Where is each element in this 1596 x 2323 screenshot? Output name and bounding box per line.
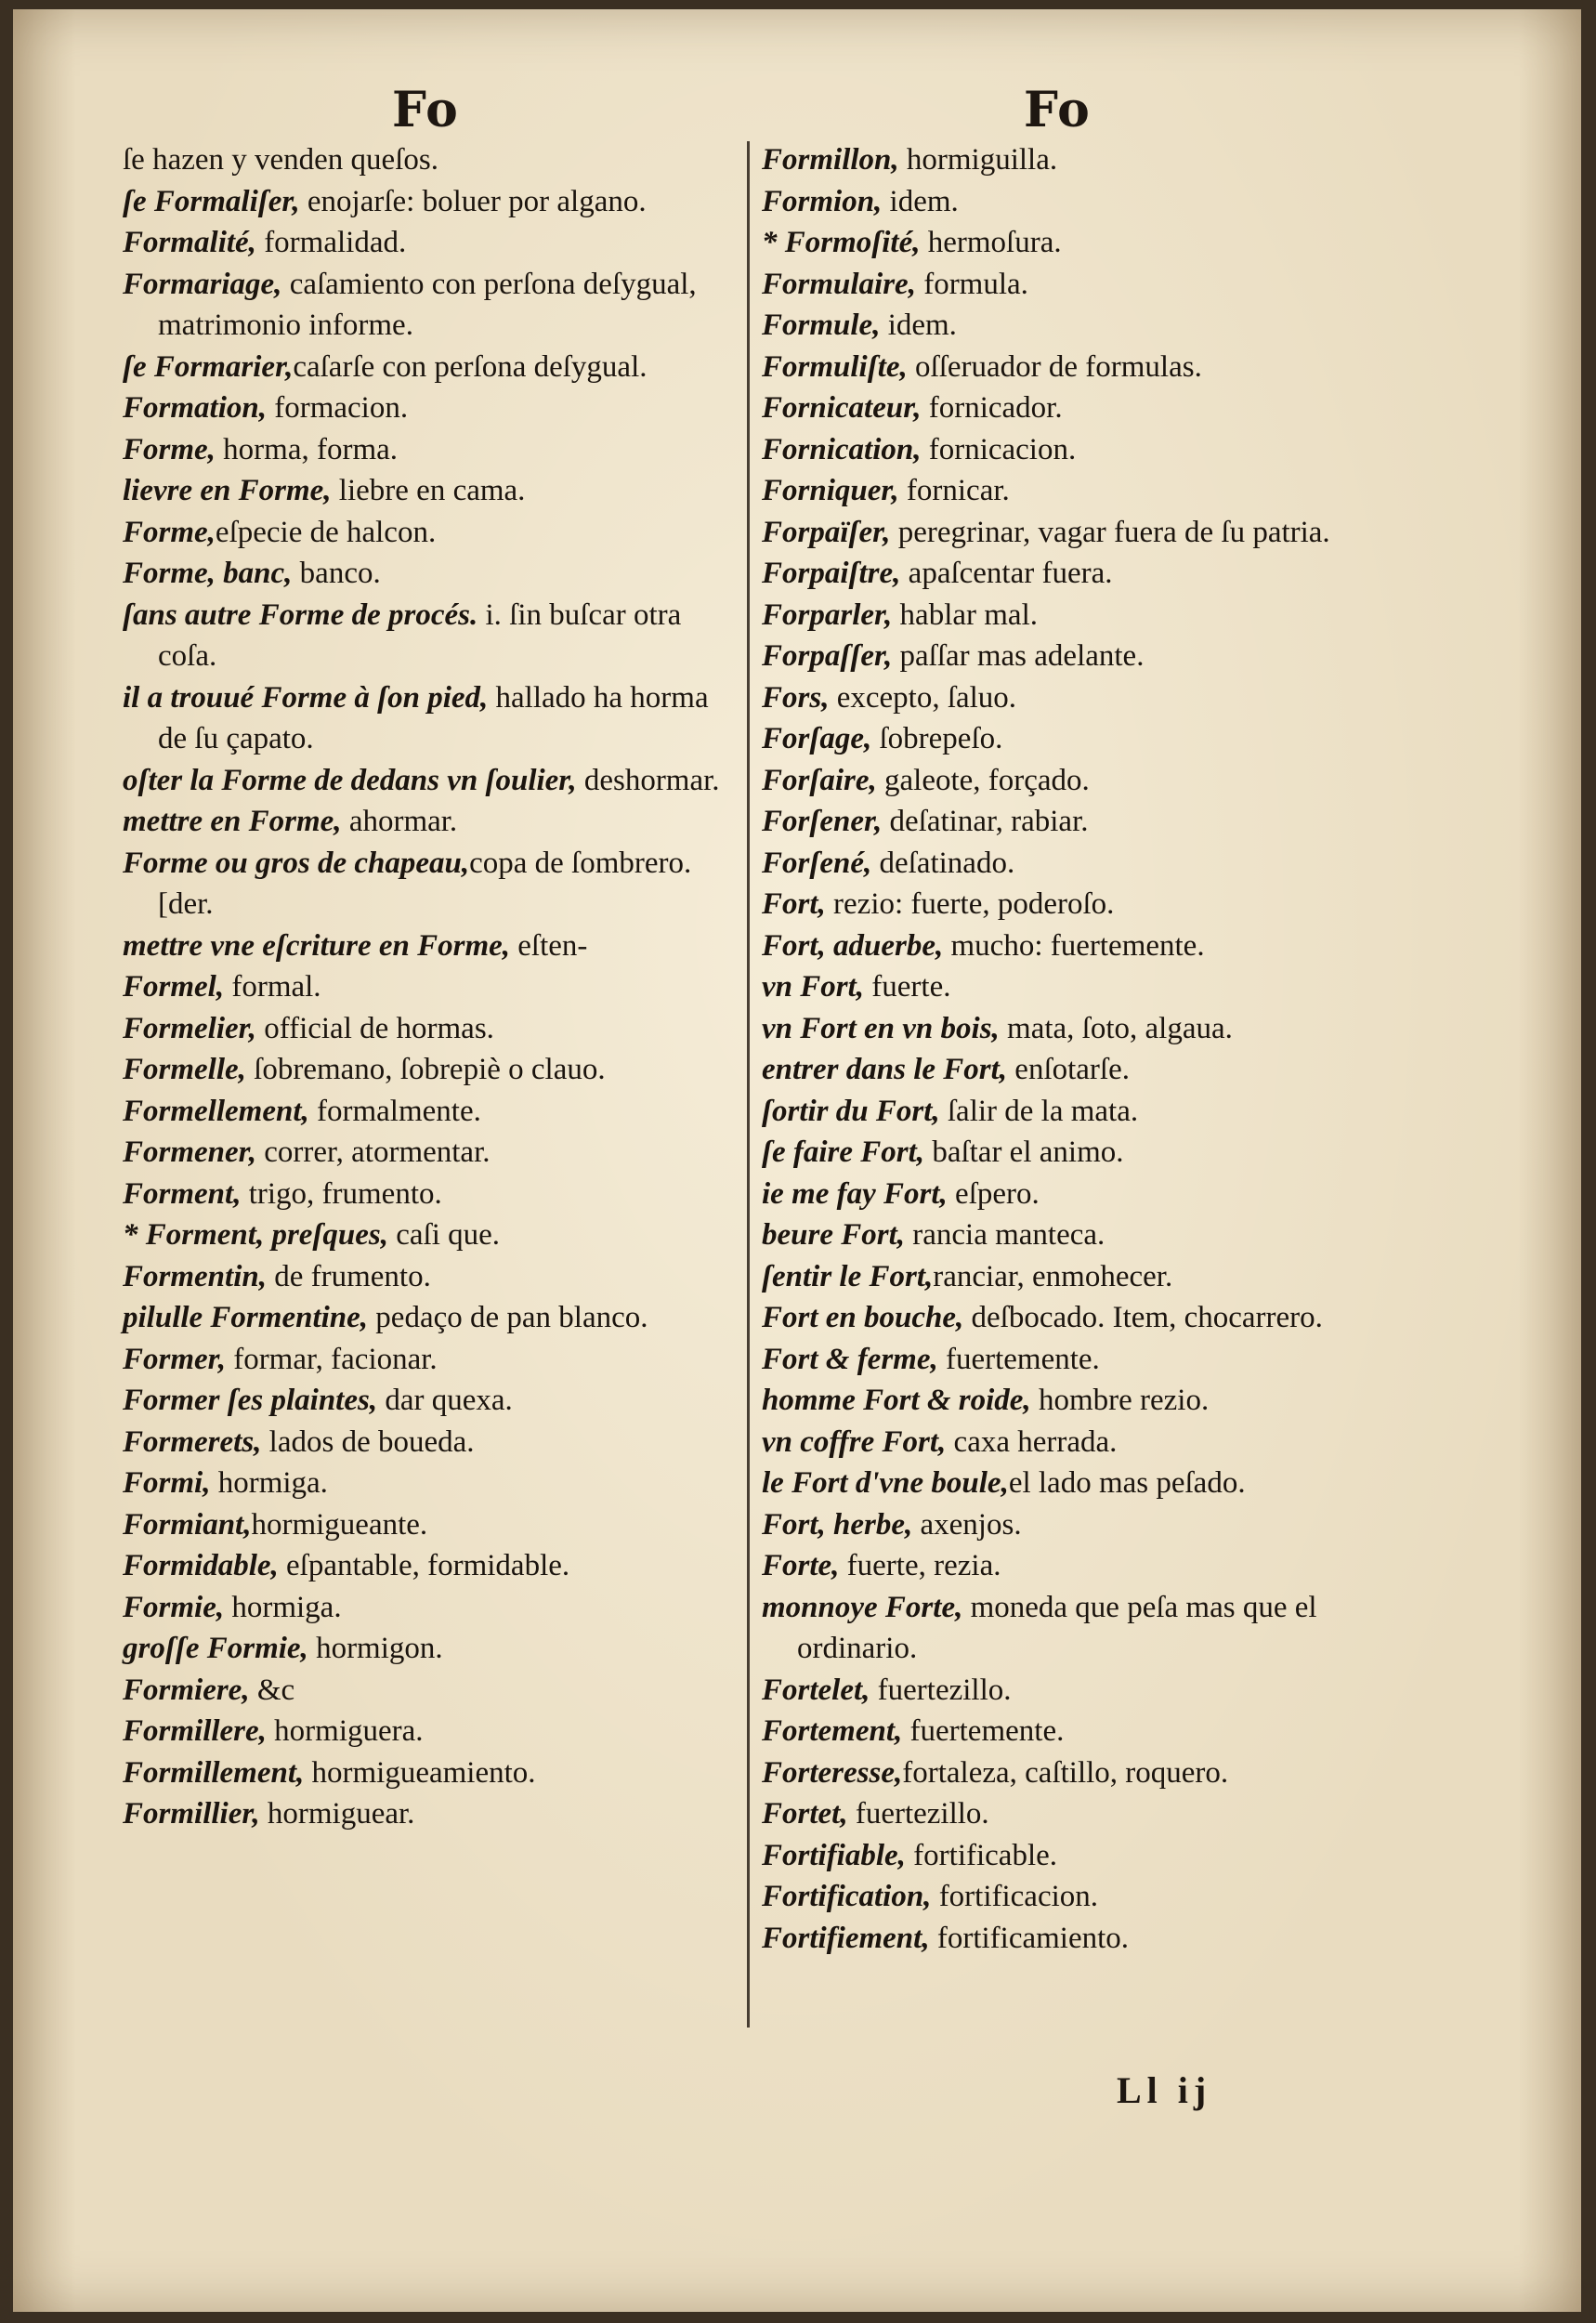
dictionary-entry (123, 181, 726, 223)
entry-definition: oſſeruador de formulas. (907, 349, 1202, 384)
dictionary-entry (762, 553, 1366, 595)
dictionary-entry (762, 1545, 1366, 1587)
dictionary-entry (123, 553, 726, 595)
entry-definition: moneda que peſa mas que el ordinario. (797, 1590, 1317, 1665)
entry-definition: hombre rezio. (1030, 1384, 1210, 1417)
dictionary-entry (762, 264, 1366, 306)
entry-definition: fortaleza, caſtillo, roquero. (902, 1755, 1229, 1790)
dictionary-entry (762, 1670, 1366, 1712)
dictionary-entry (762, 1380, 1366, 1422)
entry-headword: Forſené, (762, 846, 872, 880)
entry-headword: Fornication, (762, 432, 922, 466)
dictionary-entry (123, 1174, 726, 1215)
entry-headword: * Forment, preſques, (123, 1218, 389, 1252)
entry-headword: ſe Formarier, (123, 349, 294, 384)
entry-headword: Fort, herbe, (762, 1507, 913, 1542)
dictionary-entry (762, 1297, 1366, 1339)
entry-headword: Formie, (123, 1590, 225, 1624)
entry-definition: pedaço de pan blanco. (368, 1301, 648, 1334)
entry-headword: Forteresse, (762, 1755, 903, 1790)
entry-headword: ie me fay Fort, (762, 1176, 948, 1211)
entry-headword: ſe faire Fort, (762, 1135, 925, 1169)
entry-definition: fuerte, rezia. (839, 1549, 1001, 1582)
dictionary-entry (123, 925, 726, 967)
entry-definition: hormiguear. (259, 1797, 415, 1831)
entry-definition: hormiguera. (266, 1714, 424, 1748)
entry-definition: fortificable. (905, 1838, 1058, 1872)
entry-headword: Fortet, (762, 1797, 848, 1831)
entry-definition: idem. (882, 184, 959, 218)
entry-headword: mettre vne eſcriture en Forme, (123, 928, 511, 963)
dictionary-entry (762, 1008, 1366, 1050)
column-divider (747, 141, 750, 2028)
entry-definition: lados de boueda. (261, 1424, 475, 1459)
entry-headword: Forment, (123, 1176, 242, 1211)
entry-definition: fuerte. (864, 970, 951, 1004)
dictionary-entry (762, 1711, 1366, 1752)
entry-definition: rezio: fuerte, poderoſo. (825, 887, 1115, 921)
entry-headword: ſe Formaliſer, (123, 184, 300, 218)
entry-headword: Fort & ferme, (762, 1342, 938, 1376)
dictionary-entry (762, 512, 1366, 554)
dictionary-entry (762, 1256, 1366, 1298)
left-column (123, 139, 726, 1835)
book-page (13, 9, 1581, 2312)
dictionary-entry (762, 595, 1366, 637)
entry-definition: formar, facionar. (225, 1342, 438, 1376)
entry-headword: Fort en bouche, (762, 1301, 964, 1334)
entry-headword: Former ſes plaintes, (123, 1384, 378, 1417)
entry-headword: Formalité, (123, 226, 256, 259)
entry-definition: ahormar. (341, 805, 458, 838)
entry-definition: hormiga. (210, 1466, 328, 1500)
entry-headword: Fort, (762, 887, 826, 921)
dictionary-entry (762, 801, 1366, 843)
entry-definition: fuertezillo. (870, 1673, 1012, 1707)
dictionary-entry (123, 387, 726, 429)
entry-definition: copa de ſombrero. [der. (158, 846, 692, 921)
entry-definition: hormiguilla. (898, 143, 1058, 177)
entry-definition: ranciar, enmohecer. (933, 1259, 1173, 1293)
entry-definition: eſpantable, formidable. (278, 1549, 570, 1582)
entry-definition: banco. (292, 557, 381, 590)
entry-headword: il a trouué Forme à ſon pied, (123, 680, 489, 715)
entry-headword: Fors, (762, 680, 830, 715)
entry-definition: eſten- (510, 928, 588, 963)
entry-definition: caſamiento con perſona deſygual, matrimonio informe. (158, 267, 697, 342)
dictionary-entry (762, 1132, 1366, 1174)
entry-headword: Forme, (123, 432, 216, 466)
dictionary-entry (123, 1711, 726, 1752)
entry-headword: Forme ou gros de chapeau, (123, 846, 470, 880)
entry-headword: mettre en Forme, (123, 805, 342, 838)
dictionary-entry (762, 1049, 1366, 1091)
dictionary-entry (762, 1422, 1366, 1463)
dictionary-entry (762, 636, 1366, 677)
entry-headword: Fort, aduerbe, (762, 928, 944, 963)
entry-definition: caſarſe con perſona deſygual. (293, 349, 648, 384)
dictionary-entry (762, 677, 1366, 719)
entry-definition: formacion. (266, 391, 409, 425)
dictionary-entry (762, 470, 1366, 512)
dictionary-entry (123, 1793, 726, 1835)
entry-definition: horma, forma. (215, 432, 399, 466)
entry-definition: baſtar el animo. (924, 1135, 1124, 1169)
entry-definition: ſobremano, ſobrepiè o clauo. (245, 1053, 606, 1086)
dictionary-entry (762, 139, 1366, 181)
entry-headword: Formariage, (123, 267, 282, 301)
dictionary-entry (762, 305, 1366, 347)
entry-definition: apaſcentar fuera. (900, 557, 1113, 590)
dictionary-entry (762, 347, 1366, 388)
entry-headword: pilulle Formentine, (123, 1301, 369, 1334)
dictionary-entry (762, 1214, 1366, 1256)
entry-headword: ſortir du Fort, (762, 1094, 940, 1128)
entry-definition: fortificacion. (931, 1880, 1099, 1913)
entry-headword: Forparler, (762, 597, 893, 632)
entry-headword: Formerets, (123, 1424, 262, 1459)
running-head-right: Fo (1024, 82, 1092, 138)
entry-headword: monnoye Forte, (762, 1590, 963, 1624)
entry-headword: le Fort d'vne boule, (762, 1466, 1009, 1500)
entry-headword: Formelle, (123, 1053, 246, 1086)
entry-definition: fuertemente. (902, 1714, 1065, 1748)
dictionary-entry (762, 181, 1366, 223)
entry-definition: ſalir de la mata. (939, 1094, 1139, 1128)
entry-definition: mata, ſoto, algaua. (999, 1011, 1233, 1045)
entry-headword: ſentir le Fort, (762, 1259, 934, 1293)
entry-definition: hormigueamiento. (304, 1755, 536, 1790)
dictionary-entry (123, 1752, 726, 1794)
entry-headword: Forme, (123, 515, 216, 549)
dictionary-entry (123, 139, 726, 181)
entry-headword: groſſe Formie, (123, 1632, 308, 1665)
entry-headword: Formillier, (123, 1797, 260, 1831)
entry-headword: Formentin, (123, 1259, 267, 1293)
entry-headword: Formuliſte, (762, 349, 908, 384)
entry-headword: Forpaiſtre, (762, 557, 901, 590)
entry-definition: hablar mal. (892, 597, 1038, 632)
entry-headword: Formule, (762, 308, 881, 342)
dictionary-entry (762, 1752, 1366, 1794)
entry-headword: Fortement, (762, 1714, 903, 1748)
dictionary-entry (123, 1545, 726, 1587)
dictionary-entry (123, 470, 726, 512)
dictionary-entry (762, 1339, 1366, 1381)
entry-definition: caſi que. (388, 1218, 501, 1252)
entry-definition: hormigon. (307, 1632, 443, 1665)
entry-headword: Fornicateur, (762, 391, 922, 425)
dictionary-entry (123, 1463, 726, 1504)
entry-definition: dar quexa. (377, 1384, 513, 1417)
entry-headword: Forſaire, (762, 763, 877, 797)
entry-definition: fuertezillo. (847, 1797, 989, 1831)
entry-headword: Formillere, (123, 1714, 267, 1748)
dictionary-entry (762, 1918, 1366, 1960)
entry-definition: eſpero. (947, 1176, 1040, 1211)
dictionary-entry (123, 1587, 726, 1629)
dictionary-entry (762, 1174, 1366, 1215)
dictionary-entry (762, 925, 1366, 967)
entry-headword: vn Fort en vn bois, (762, 1011, 1000, 1045)
entry-definition: caxa herrada. (946, 1424, 1118, 1459)
entry-headword: homme Fort & roide, (762, 1384, 1031, 1417)
entry-headword: Formiere, (123, 1673, 250, 1707)
entry-definition: formal. (224, 970, 321, 1004)
dictionary-entry (762, 1587, 1366, 1670)
dictionary-entry (762, 222, 1366, 264)
entry-headword: Fortifiement, (762, 1921, 930, 1955)
entry-headword: Forte, (762, 1549, 840, 1582)
dictionary-entry (762, 843, 1366, 885)
dictionary-entry (762, 966, 1366, 1008)
entry-headword: Fortification, (762, 1880, 932, 1913)
entry-headword: Forſage, (762, 722, 872, 755)
dictionary-entry (762, 1835, 1366, 1877)
entry-headword: Formel, (123, 970, 225, 1004)
entry-definition: i. ſin buſcar otra coſa. (158, 597, 682, 673)
dictionary-entry (123, 1132, 726, 1174)
entry-definition: enojarſe: boluer por algano. (299, 184, 647, 218)
entry-definition: axenjos. (912, 1507, 1022, 1542)
entry-definition: liebre en cama. (331, 474, 526, 507)
dictionary-entry (762, 1876, 1366, 1918)
entry-headword: Forpaïſer, (762, 515, 891, 549)
entry-definition: hormigueante. (251, 1507, 428, 1542)
entry-headword: Formillon, (762, 143, 899, 177)
dictionary-entry (123, 1008, 726, 1050)
dictionary-entry (123, 1504, 726, 1546)
entry-definition: fornicar. (898, 474, 1010, 507)
entry-definition: galeote, forçado. (876, 763, 1090, 797)
dictionary-entry (123, 512, 726, 554)
entry-headword: Fortelet, (762, 1673, 870, 1707)
entry-headword: Formellement, (123, 1094, 309, 1128)
dictionary-entry (762, 387, 1366, 429)
entry-headword: Formion, (762, 184, 883, 218)
entry-definition: hormiga. (224, 1590, 342, 1624)
dictionary-entry (123, 1339, 726, 1381)
entry-definition: paſſar mas adelante. (892, 639, 1145, 673)
entry-headword: ſans autre Forme de procés. (123, 597, 478, 632)
entry-definition: mucho: fuertemente. (943, 928, 1205, 963)
dictionary-entry (123, 222, 726, 264)
dictionary-entry (123, 595, 726, 677)
dictionary-entry (123, 760, 726, 802)
entry-definition: peregrinar, vagar fuera de ſu patria. (890, 515, 1330, 549)
entry-definition: hermoſura. (920, 226, 1062, 259)
signature-mark: Ll ij (1117, 2069, 1212, 2111)
dictionary-entry (123, 966, 726, 1008)
entry-definition: ſobrepeſo. (871, 722, 1003, 755)
entry-headword: vn coffre Fort, (762, 1424, 947, 1459)
entry-headword: oſter la Forme de dedans vn ſoulier, (123, 763, 577, 797)
entry-definition: fornicacion. (921, 432, 1077, 466)
dictionary-entry (123, 429, 726, 471)
entry-definition: enſotarſe. (1007, 1053, 1130, 1086)
entry-definition: fortificamiento. (929, 1921, 1130, 1955)
dictionary-entry (762, 1793, 1366, 1835)
entry-headword: entrer dans le Fort, (762, 1053, 1008, 1086)
entry-definition: deſatinar, rabiar. (882, 805, 1089, 838)
entry-definition: excepto, ſaluo. (829, 680, 1017, 715)
entry-headword: vn Fort, (762, 970, 865, 1004)
entry-definition: fuertemente. (937, 1342, 1100, 1376)
entry-definition: hallado ha horma de ſu çapato. (158, 680, 709, 755)
entry-headword: Formation, (123, 391, 267, 425)
dictionary-entry (123, 677, 726, 760)
dictionary-entry (123, 1256, 726, 1298)
entry-definition: deſbocado. Item, chocarrero. (963, 1301, 1323, 1334)
entry-headword: lievre en Forme, (123, 474, 332, 507)
dictionary-entry (123, 264, 726, 347)
entry-headword: Formener, (123, 1135, 256, 1169)
entry-definition: trigo, frumento. (241, 1176, 442, 1211)
entry-definition: fornicador. (921, 391, 1063, 425)
entry-headword: Former, (123, 1342, 226, 1376)
dictionary-entry (762, 1463, 1366, 1504)
entry-headword: Formelier, (123, 1011, 256, 1045)
running-head-left: Fo (392, 82, 460, 138)
dictionary-entry (123, 1670, 726, 1712)
entry-headword: Forme, banc, (123, 557, 293, 590)
entry-headword: Formiant, (123, 1507, 252, 1542)
dictionary-entry (762, 884, 1366, 925)
right-column (762, 139, 1366, 1959)
dictionary-entry (762, 1504, 1366, 1546)
dictionary-entry (123, 1049, 726, 1091)
entry-definition: correr, atormentar. (255, 1135, 491, 1169)
entry-definition: formalmente. (308, 1094, 481, 1128)
entry-headword: Forſener, (762, 805, 883, 838)
dictionary-entry (123, 1297, 726, 1339)
dictionary-entry (123, 1422, 726, 1463)
entry-headword: Fortifiable, (762, 1838, 906, 1872)
dictionary-entry (123, 1628, 726, 1670)
dictionary-entry (123, 1380, 726, 1422)
dictionary-entry (762, 760, 1366, 802)
dictionary-entry (123, 1091, 726, 1133)
entry-definition: formalidad. (255, 226, 407, 259)
entry-definition: eſpecie de halcon. (215, 515, 437, 549)
entry-definition: idem. (880, 308, 957, 342)
entry-headword: Formillement, (123, 1755, 305, 1790)
dictionary-entry (123, 801, 726, 843)
entry-definition: official de hormas. (255, 1011, 494, 1045)
dictionary-entry (123, 1214, 726, 1256)
entry-definition: ſe hazen y venden queſos. (123, 143, 438, 177)
entry-headword: Formidable, (123, 1549, 279, 1582)
dictionary-entry (123, 843, 726, 925)
entry-definition: deshormar. (576, 763, 720, 797)
entry-definition: rancia manteca. (905, 1218, 1105, 1252)
entry-headword: * Formoſité, (762, 226, 921, 259)
dictionary-entry (762, 718, 1366, 760)
entry-headword: Forpaſſer, (762, 639, 893, 673)
entry-definition: formula. (915, 267, 1028, 301)
entry-definition: el lado mas peſado. (1008, 1466, 1246, 1500)
entry-headword: Forniquer, (762, 474, 899, 507)
entry-definition: &c (249, 1673, 295, 1707)
entry-definition: de frumento. (266, 1259, 431, 1293)
entry-headword: beure Fort, (762, 1218, 906, 1252)
dictionary-entry (123, 347, 726, 388)
dictionary-entry (762, 429, 1366, 471)
entry-definition: deſatinado. (871, 846, 1015, 880)
entry-headword: Formi, (123, 1466, 211, 1500)
entry-headword: Formulaire, (762, 267, 916, 301)
dictionary-entry (762, 1091, 1366, 1133)
